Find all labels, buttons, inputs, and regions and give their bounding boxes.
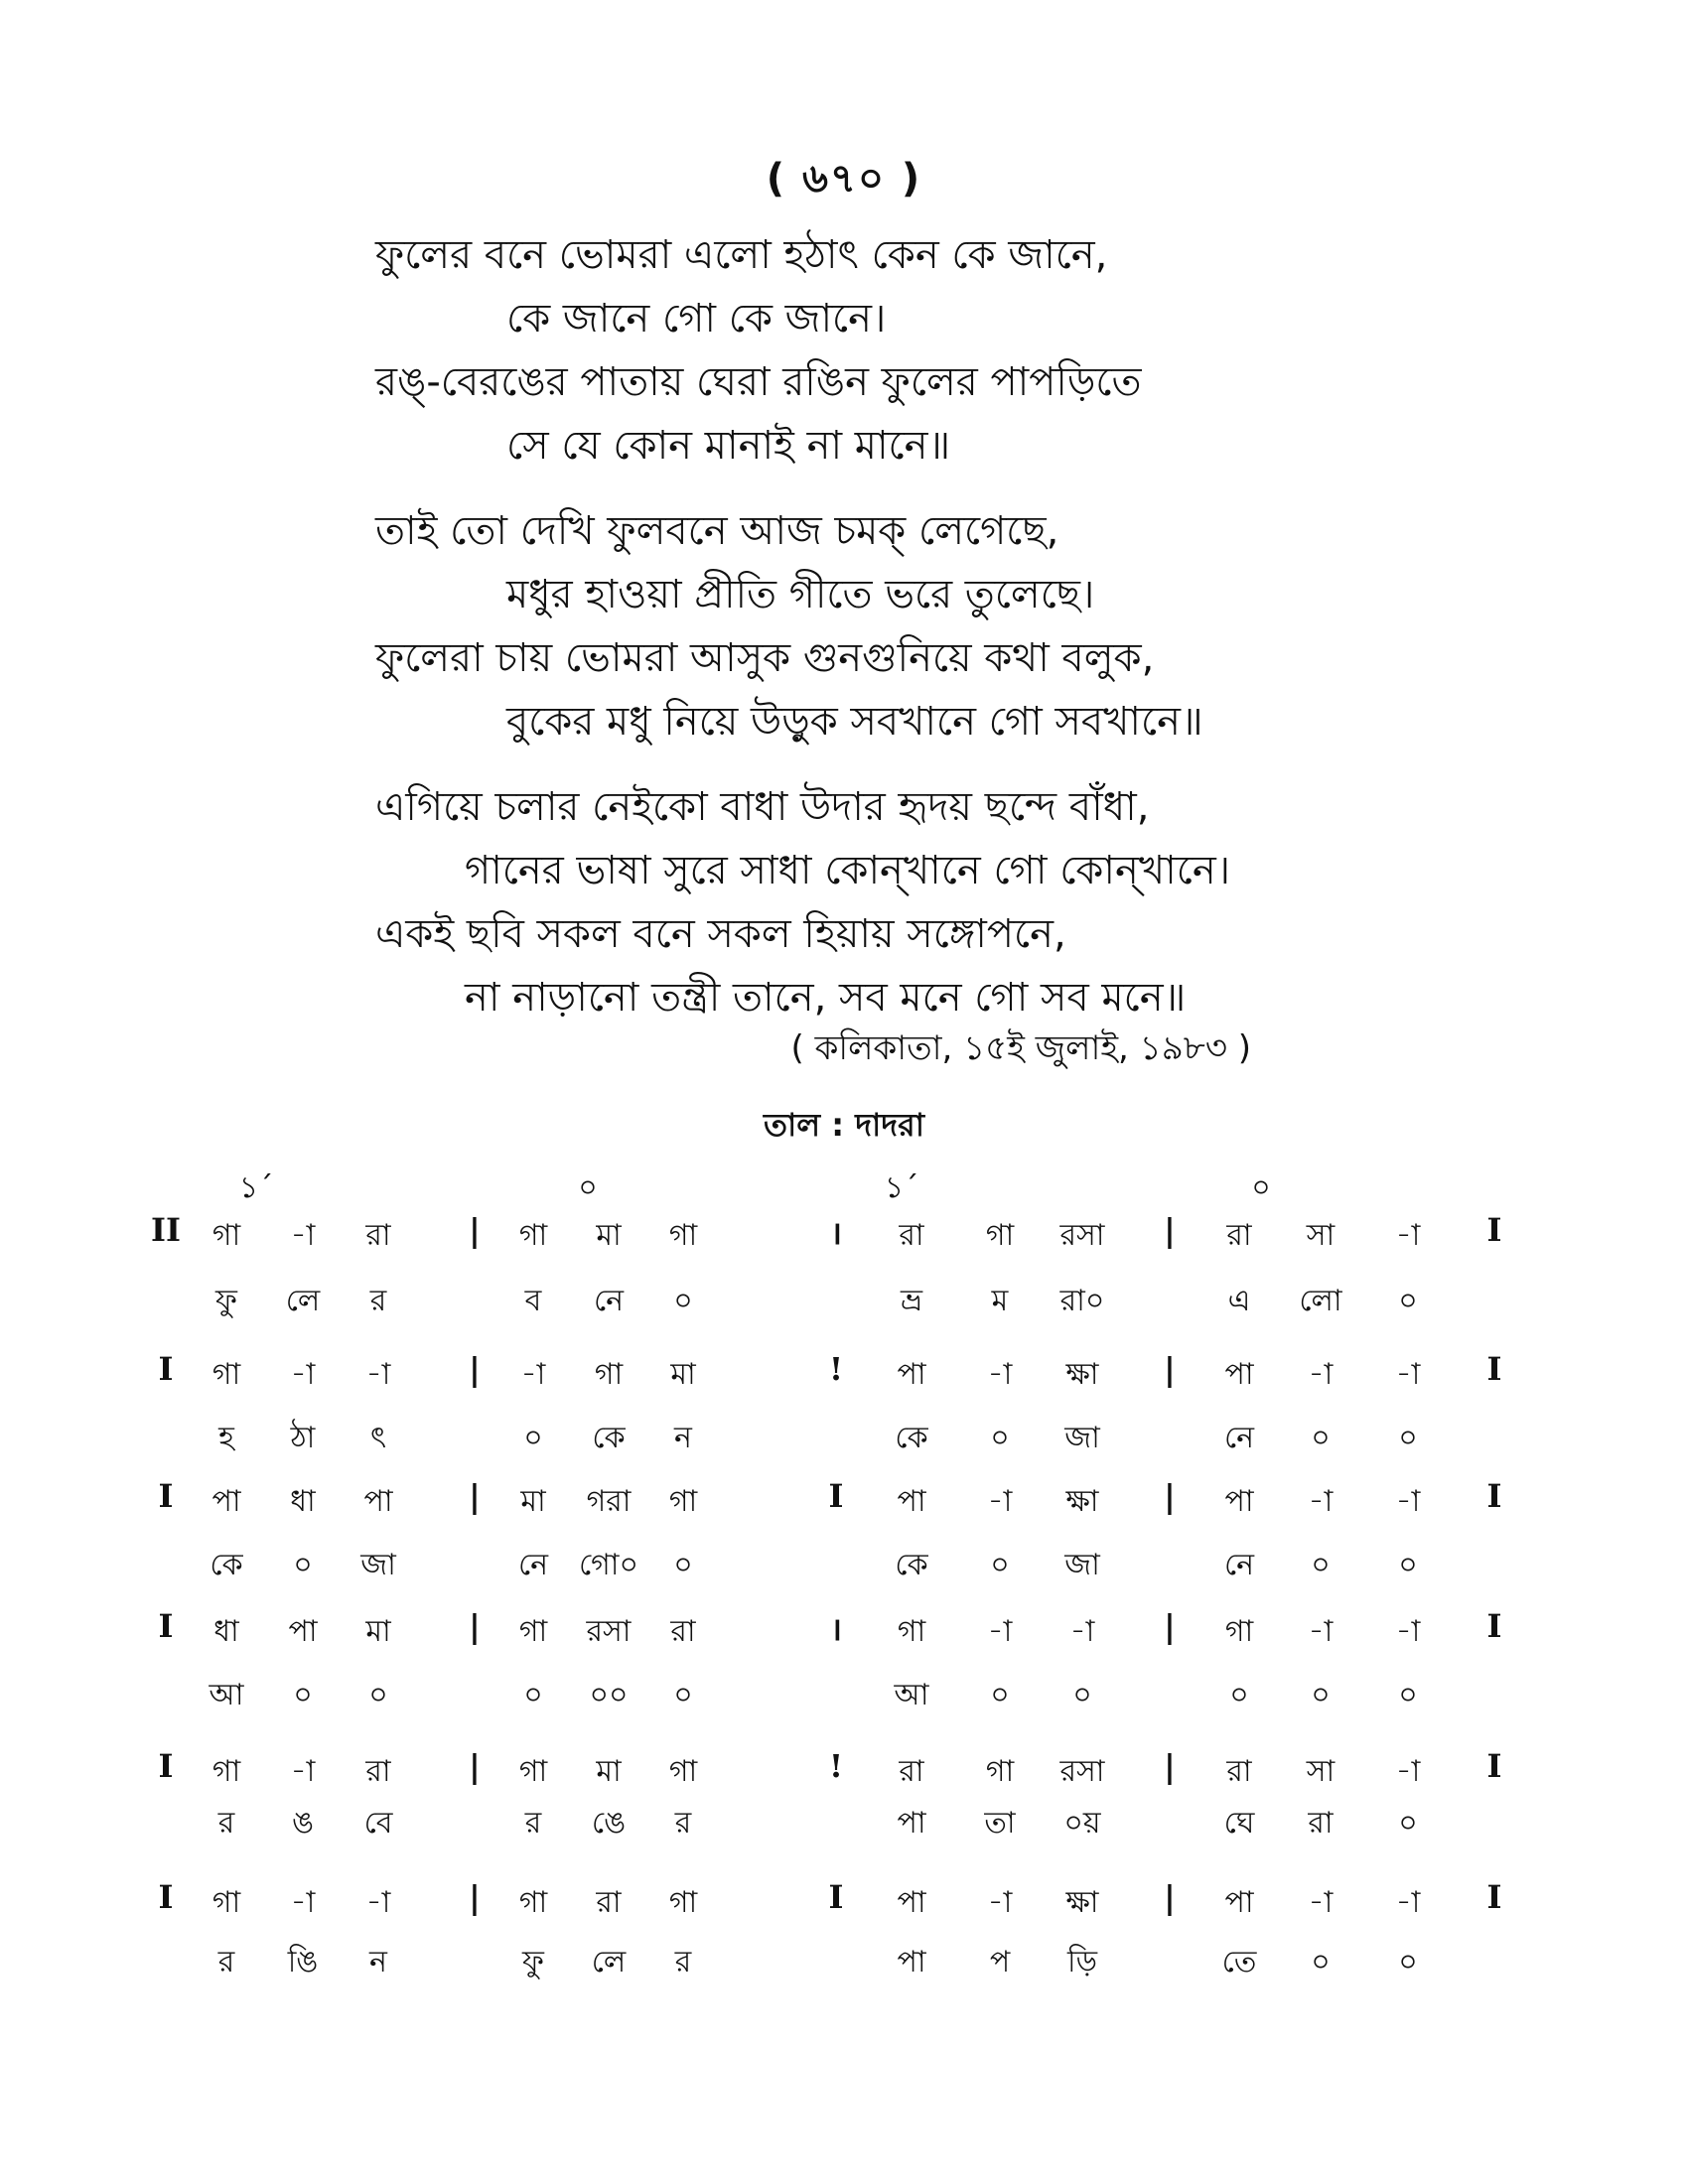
syllable: পা	[897, 1945, 926, 1979]
syllable: ০	[990, 1421, 1010, 1455]
syllable: ০	[1398, 1548, 1418, 1582]
swara-note: ক্ষা	[1065, 1357, 1099, 1392]
lyric-line: ফুলেরা চায় ভোমরা আসুক গুনগুনিয়ে কথা বলুক,	[375, 635, 1155, 681]
bar-line: I	[158, 1477, 174, 1515]
swara-note: পা	[897, 1885, 926, 1920]
syllable: কে	[592, 1421, 626, 1455]
syllable: ০	[293, 1678, 313, 1712]
bar-line: I	[158, 1747, 174, 1785]
swara-note: -া	[290, 1218, 316, 1253]
swara-note: ক্ষা	[1065, 1885, 1099, 1920]
beat-mark: ১´	[238, 1170, 274, 1205]
swara-note: ধা	[290, 1484, 316, 1519]
bar-line: I	[1486, 1878, 1502, 1916]
swara-note: -া	[1308, 1614, 1334, 1649]
syllable: জা	[1064, 1421, 1100, 1455]
syllable-row	[0, 1938, 1688, 1987]
swara-note: -া	[365, 1357, 391, 1392]
swara-note: সা	[1306, 1218, 1336, 1253]
swara-note: মা	[596, 1218, 622, 1253]
swara-note: গা	[518, 1754, 548, 1789]
swara-note: রা	[365, 1218, 391, 1253]
syllable: ০০	[589, 1678, 629, 1712]
swara-note: রসা	[1059, 1218, 1105, 1253]
swara-note: -া	[1395, 1885, 1421, 1920]
swara-note: -া	[1395, 1357, 1421, 1392]
syllable: ন	[674, 1421, 692, 1455]
swara-note: রসা	[586, 1614, 632, 1649]
syllable: ০	[673, 1678, 693, 1712]
swara-note: গা	[985, 1218, 1015, 1253]
lyric-line: এগিয়ে চলার নেইকো বাধা উদার হৃদয় ছন্দে বাঁধা,	[375, 784, 1150, 830]
stanza	[0, 223, 1688, 478]
swara-note: -া	[1395, 1754, 1421, 1789]
bar-line: |	[1164, 1350, 1176, 1388]
bar-line: !	[828, 1747, 844, 1785]
syllable: ০	[1398, 1806, 1418, 1841]
swara-note: গা	[897, 1614, 926, 1649]
syllable: ঘে	[1223, 1806, 1255, 1841]
bar-line: |	[469, 1878, 481, 1916]
bar-line: |	[1164, 1747, 1176, 1785]
swara-note: মা	[596, 1754, 622, 1789]
swara-note: গা	[211, 1218, 241, 1253]
bar-line: !	[828, 1350, 844, 1388]
bar-line: II	[151, 1211, 181, 1249]
bar-line: I	[1486, 1747, 1502, 1785]
swara-note: গা	[668, 1484, 698, 1519]
syllable-row	[0, 1277, 1688, 1326]
syllable: এ	[1227, 1284, 1251, 1318]
swara-note: রা	[1226, 1754, 1252, 1789]
syllable: প	[989, 1945, 1011, 1979]
syllable: ০	[293, 1548, 313, 1582]
syllable: নে	[593, 1284, 625, 1318]
swara-note: -া	[1395, 1218, 1421, 1253]
syllable: ০	[368, 1678, 388, 1712]
syllable: ০	[1311, 1945, 1331, 1979]
swara-note: পা	[1224, 1357, 1254, 1392]
syllable: ০	[1311, 1548, 1331, 1582]
lyric-line: সে যে কোন মানাই না মানে॥	[506, 423, 951, 469]
syllable: ঙে	[591, 1806, 627, 1841]
swara-note: গরা	[586, 1484, 632, 1519]
bar-line: |	[1164, 1607, 1176, 1645]
swara-note: গা	[668, 1754, 698, 1789]
syllable: তে	[1221, 1945, 1257, 1979]
syllable: নে	[1223, 1548, 1255, 1582]
bar-line: I	[1486, 1607, 1502, 1645]
lyric-line: রঙ্-বেরঙের পাতায় ঘেরা রঙিন ফুলের পাপড়িতে	[375, 359, 1142, 405]
syllable: নে	[517, 1548, 549, 1582]
syllable: নে	[1223, 1421, 1255, 1455]
swara-note: গা	[211, 1885, 241, 1920]
swara-note: পা	[211, 1484, 241, 1519]
swara-note: রা	[899, 1754, 924, 1789]
swara-note: পা	[1224, 1885, 1254, 1920]
swara-note: গা	[211, 1754, 241, 1789]
swara-note: -া	[987, 1885, 1013, 1920]
page-number: ( ৬৭০ )	[766, 156, 922, 202]
bar-line: I	[828, 1878, 844, 1916]
song-lyrics	[0, 223, 1688, 1051]
syllable: ০	[1311, 1678, 1331, 1712]
syllable: ০	[523, 1421, 543, 1455]
swara-note: গা	[668, 1218, 698, 1253]
syllable: আ	[209, 1678, 244, 1712]
syllable: ০	[990, 1548, 1010, 1582]
lyric-line: মধুর হাওয়া প্রীতি গীতে ভরে তুলেছে।	[506, 572, 1095, 617]
swara-note: মা	[670, 1357, 696, 1392]
syllable: ০	[1398, 1421, 1418, 1455]
syllable: লে	[591, 1945, 627, 1979]
swara-note: -া	[1308, 1357, 1334, 1392]
syllable: জা	[1064, 1548, 1100, 1582]
swara-row	[0, 1607, 1688, 1657]
swara-note: -া	[365, 1885, 391, 1920]
syllable: ০	[990, 1678, 1010, 1712]
swara-note: পা	[897, 1484, 926, 1519]
syllable: ড়ি	[1066, 1945, 1098, 1979]
swara-note: রা	[1226, 1218, 1252, 1253]
bar-line: |	[469, 1211, 481, 1249]
swara-note: গা	[518, 1885, 548, 1920]
swara-note: -া	[1395, 1614, 1421, 1649]
syllable: রা	[1308, 1806, 1334, 1841]
swara-note: -া	[520, 1357, 546, 1392]
swara-note: সা	[1306, 1754, 1336, 1789]
swara-row	[0, 1747, 1688, 1797]
stanza	[0, 775, 1688, 1029]
bar-line: |	[469, 1350, 481, 1388]
syllable: ০	[673, 1548, 693, 1582]
swara-note: গা	[211, 1357, 241, 1392]
bar-line: |	[1164, 1878, 1176, 1916]
swara-note: -া	[1069, 1614, 1095, 1649]
swara-note: রা	[670, 1614, 696, 1649]
swara-note: রা	[596, 1885, 622, 1920]
syllable-row	[0, 1671, 1688, 1720]
syllable: র	[524, 1806, 542, 1841]
syllable: ভ্র	[900, 1284, 923, 1318]
syllable-row	[0, 1414, 1688, 1463]
swara-note: পা	[897, 1357, 926, 1392]
place-date: ( কলিকাতা, ১৫ই জুলাই, ১৯৮৩ )	[790, 1028, 1251, 1068]
swara-note: গা	[594, 1357, 624, 1392]
swara-note: গা	[668, 1885, 698, 1920]
syllable: ০	[1398, 1284, 1418, 1318]
bar-line: I	[158, 1350, 174, 1388]
beat-mark: ০	[578, 1170, 598, 1205]
syllable: র	[674, 1945, 692, 1979]
swara-note: -া	[290, 1754, 316, 1789]
swara-note: রা	[365, 1754, 391, 1789]
syllable: ঠা	[290, 1421, 316, 1455]
swara-note: -া	[987, 1357, 1013, 1392]
bar-line: I	[828, 1477, 844, 1515]
swara-note: রসা	[1059, 1754, 1105, 1789]
lyric-line: একই ছবি সকল বনে সকল হিয়ায় সঙ্গোপনে,	[375, 911, 1066, 957]
lyric-line: তাই তো দেখি ফুলবনে আজ চমক্ লেগেছে,	[375, 508, 1059, 554]
bar-line: |	[469, 1607, 481, 1645]
syllable: ০	[1229, 1678, 1249, 1712]
beat-mark: ১´	[884, 1170, 919, 1205]
swara-note: -া	[290, 1357, 316, 1392]
syllable: বে	[363, 1806, 393, 1841]
swara-note: রা	[899, 1218, 924, 1253]
syllable: ঙ	[291, 1806, 315, 1841]
syllable: ঙি	[287, 1945, 319, 1979]
syllable: ফু	[522, 1945, 544, 1979]
notation-table	[0, 1163, 1688, 2037]
bar-line: |	[469, 1747, 481, 1785]
beat-marks	[0, 1163, 1688, 1213]
swara-note: ক্ষা	[1065, 1484, 1099, 1519]
syllable: র	[217, 1945, 235, 1979]
swara-note: পা	[363, 1484, 393, 1519]
swara-note: -া	[987, 1614, 1013, 1649]
bar-line: |	[1164, 1211, 1176, 1249]
swara-note: -া	[1308, 1484, 1334, 1519]
syllable: ০	[523, 1678, 543, 1712]
bar-line: I	[158, 1878, 174, 1916]
syllable: পা	[897, 1806, 926, 1841]
lyric-line: কে জানে গো কে জানে।	[506, 296, 887, 341]
lyric-line: বুকের মধু নিয়ে উড়ুক সবখানে গো সবখানে॥	[506, 699, 1203, 745]
bar-line: |	[469, 1477, 481, 1515]
syllable: রা০	[1059, 1284, 1105, 1318]
syllable: গো০	[578, 1548, 639, 1582]
beat-mark: ০	[1251, 1170, 1271, 1205]
syllable: ৎ	[369, 1421, 387, 1455]
bar-line: I	[158, 1607, 174, 1645]
syllable: র	[369, 1284, 387, 1318]
syllable: ০	[1311, 1421, 1331, 1455]
swara-note: মা	[365, 1614, 391, 1649]
swara-note: -া	[290, 1885, 316, 1920]
bar-line: |	[1164, 1477, 1176, 1515]
syllable: ০	[673, 1284, 693, 1318]
syllable: তা	[984, 1806, 1016, 1841]
swara-row	[0, 1211, 1688, 1261]
swara-note: পা	[288, 1614, 318, 1649]
syllable: ব	[524, 1284, 542, 1318]
bar-line: ।	[829, 1610, 843, 1648]
swara-row	[0, 1350, 1688, 1400]
syllable: ন	[369, 1945, 387, 1979]
syllable: ০	[1398, 1945, 1418, 1979]
bar-line: ।	[829, 1214, 843, 1252]
swara-note: পা	[1224, 1484, 1254, 1519]
tala-heading: তাল : দাদরা	[764, 1106, 924, 1144]
lyric-line: ফুলের বনে ভোমরা এলো হঠাৎ কেন কে জানে,	[375, 232, 1108, 278]
swara-note: -া	[987, 1484, 1013, 1519]
syllable: কে	[895, 1548, 928, 1582]
swara-row	[0, 1878, 1688, 1928]
syllable: হ	[218, 1421, 234, 1455]
swara-note: ধা	[213, 1614, 239, 1649]
swara-note: -া	[1395, 1484, 1421, 1519]
syllable: র	[217, 1806, 235, 1841]
stanza	[0, 499, 1688, 753]
syllable: জা	[360, 1548, 396, 1582]
bar-line: I	[1486, 1211, 1502, 1249]
swara-row	[0, 1477, 1688, 1527]
swara-note: গা	[985, 1754, 1015, 1789]
syllable: কে	[895, 1421, 928, 1455]
syllable: ০য়	[1063, 1806, 1101, 1841]
syllable: র	[674, 1806, 692, 1841]
swara-note: -া	[1308, 1885, 1334, 1920]
bar-line: I	[1486, 1477, 1502, 1515]
syllable: কে	[210, 1548, 243, 1582]
bar-line: I	[1486, 1350, 1502, 1388]
syllable: আ	[894, 1678, 929, 1712]
syllable: লো	[1299, 1284, 1342, 1318]
syllable-row	[0, 1799, 1688, 1848]
syllable-row	[0, 1541, 1688, 1590]
swara-note: গা	[518, 1614, 548, 1649]
syllable: ম	[991, 1284, 1009, 1318]
syllable: ০	[1398, 1678, 1418, 1712]
lyric-line: গানের ভাষা সুরে সাধা কোন্খানে গো কোন্খানে।	[465, 848, 1231, 893]
syllable: লে	[285, 1284, 321, 1318]
syllable: ০	[1072, 1678, 1092, 1712]
swara-note: গা	[518, 1218, 548, 1253]
syllable: ফু	[215, 1284, 237, 1318]
lyric-line: না নাড়ানো তন্ত্রী তানে, সব মনে গো সব মনে॥	[465, 975, 1187, 1021]
swara-note: মা	[520, 1484, 546, 1519]
swara-note: গা	[1224, 1614, 1254, 1649]
